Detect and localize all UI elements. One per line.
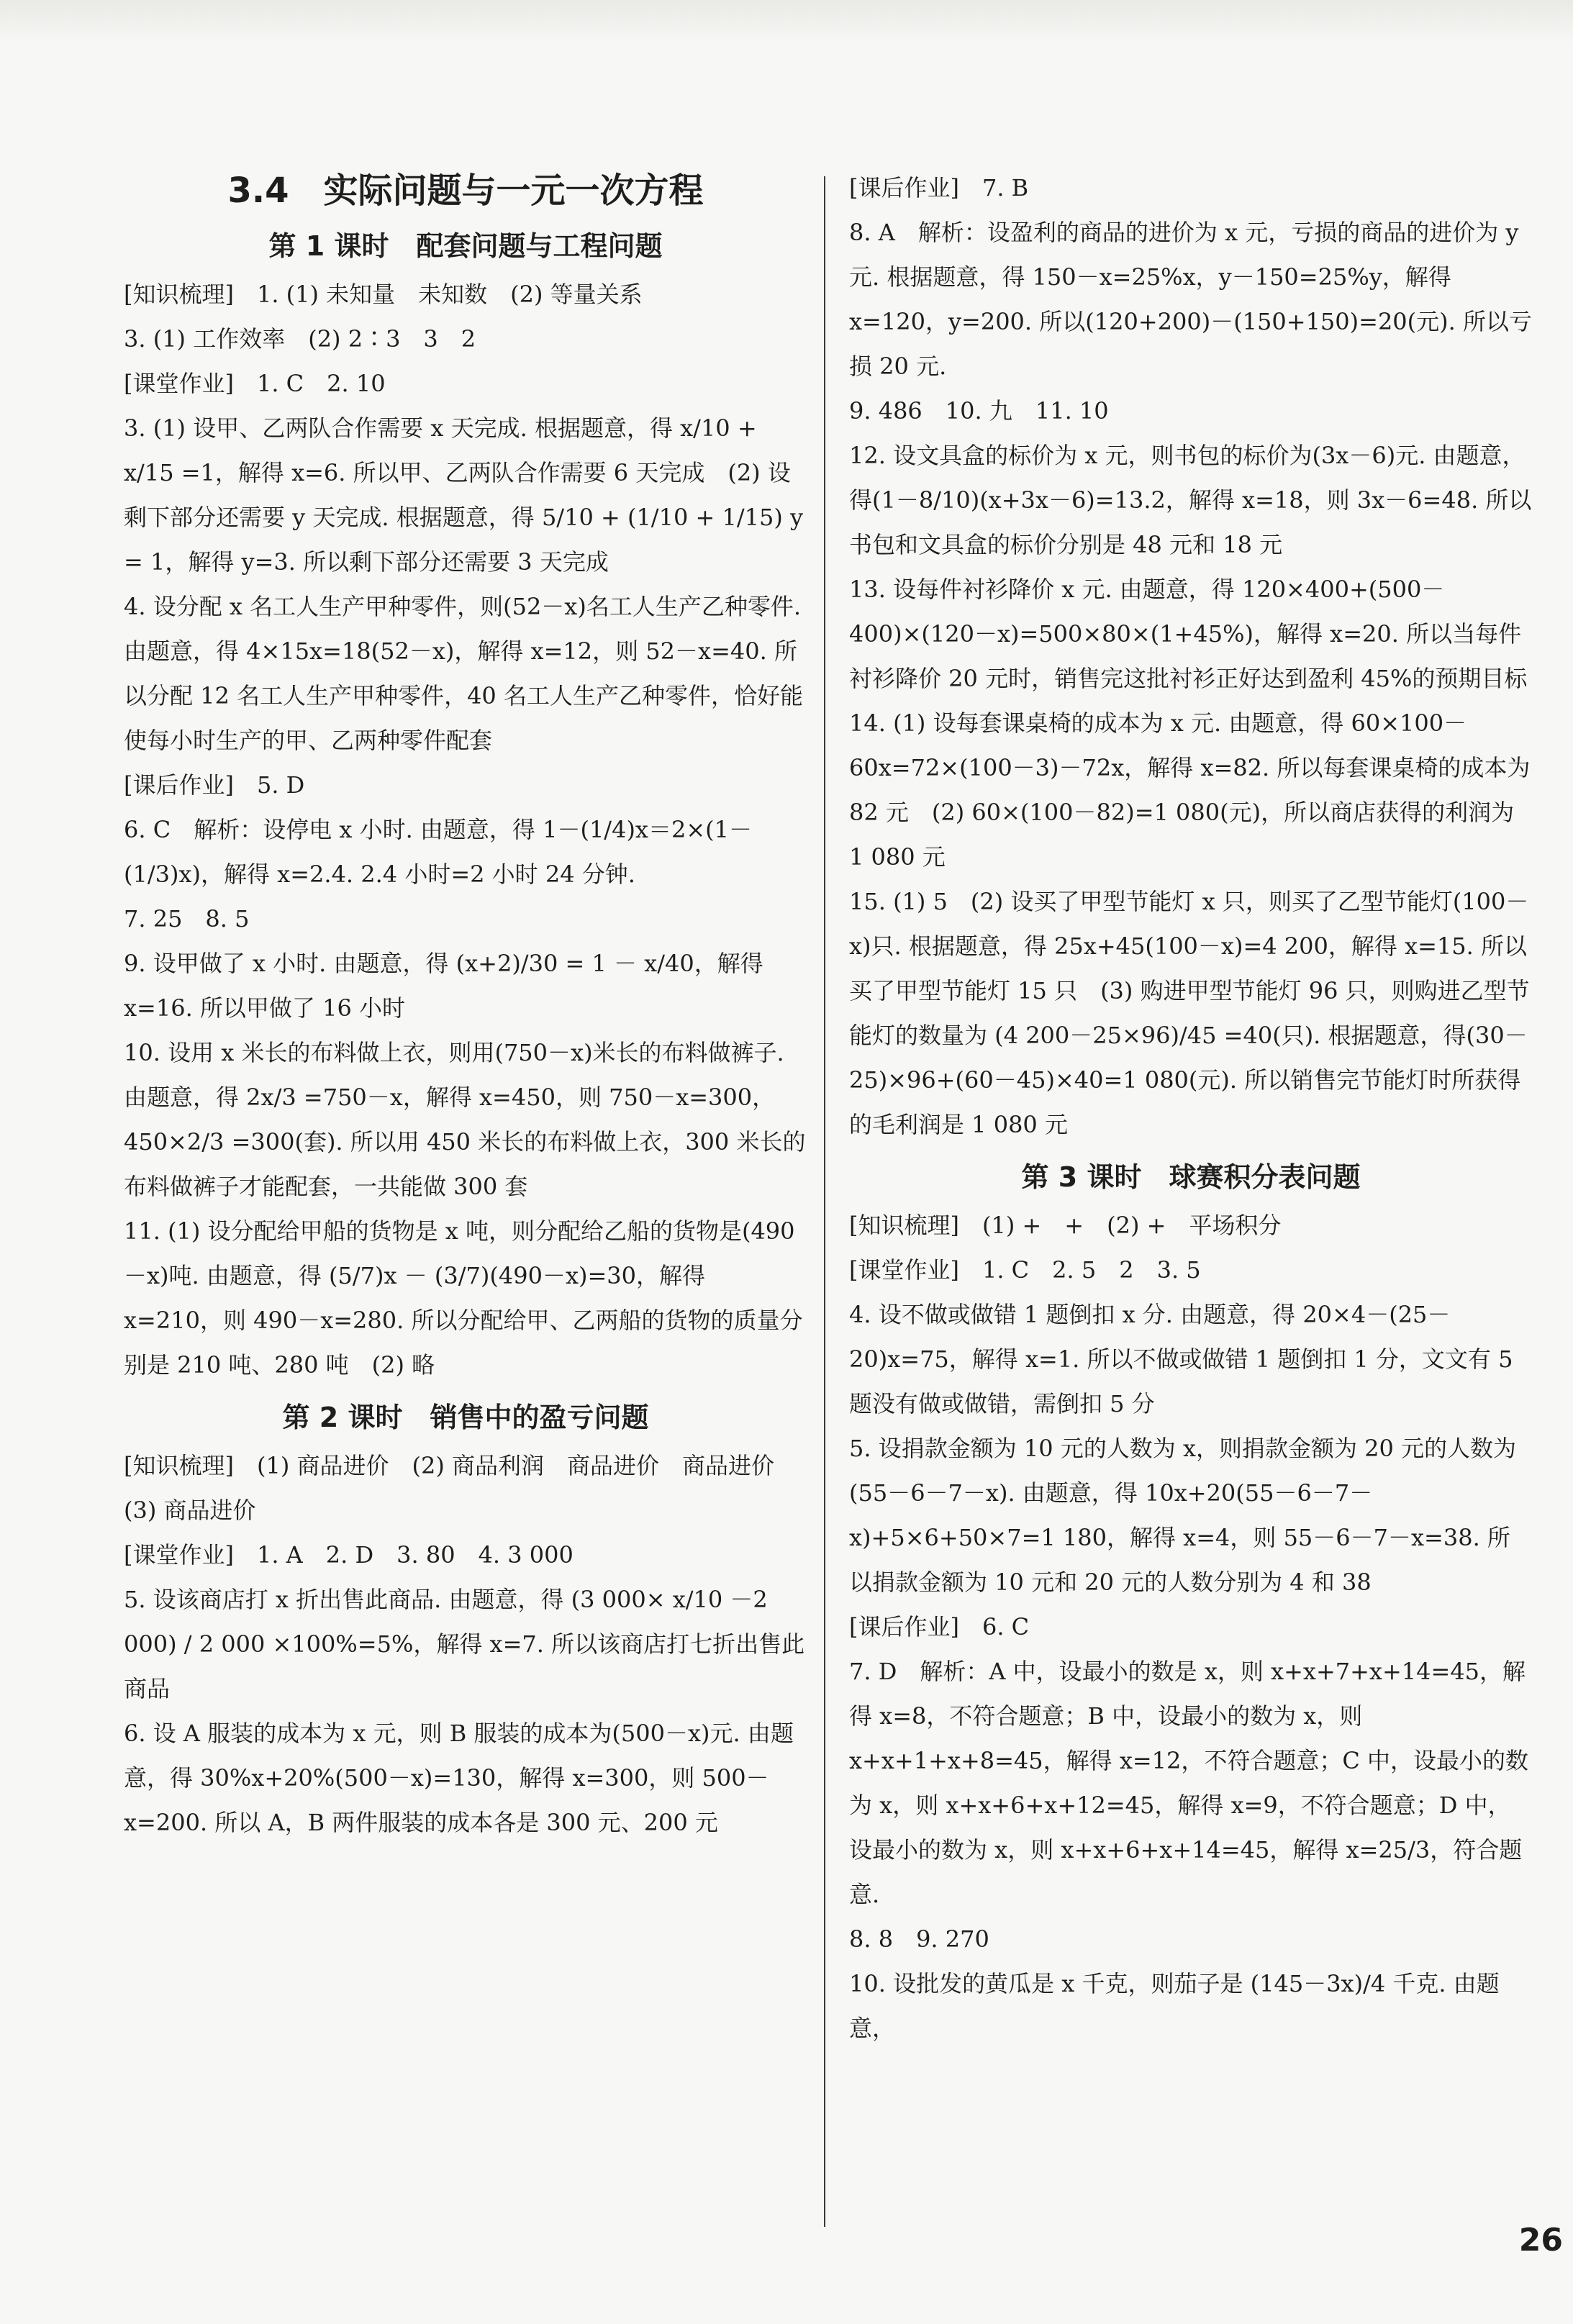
answer-paragraph: 6. 设 A 服装的成本为 x 元，则 B 服装的成本为(500－x)元. 由题意，得 30%x+20%(500－x)=130，解得 x=300，则 500－x=200. 所以 A，B 两件服装的成本各是 300 元、200 元 — [124, 1720, 794, 1836]
column-divider — [824, 176, 825, 2227]
answer-paragraph: [知识梳理] (1) + + (2) + 平场积分 — [849, 1212, 1282, 1239]
answer-paragraph: 10. 设批发的黄瓜是 x 千克，则茄子是 (145－3x)/4 千克. 由题意， — [849, 1970, 1500, 2042]
answer-paragraph: [课后作业] 7. B — [849, 174, 1029, 201]
answer-paragraph: [课堂作业] 1. A 2. D 3. 80 4. 3 000 — [124, 1541, 574, 1569]
answer-paragraph: 13. 设每件衬衫降价 x 元. 由题意，得 120×400+(500－400)×(120－x)=500×80×(1+45%)，解得 x=20. 所以当每件衬衫降价 20 元时，销售完这批衬衫正好达到盈利 45%的预期目标 — [849, 576, 1528, 692]
left-column — [124, 165, 807, 1845]
answer-paragraph: 14. (1) 设每套课桌椅的成本为 x 元. 由题意，得 60×100－60x=72×(100－3)－72x，解得 x=82. 所以每套课桌椅的成本为 82 元 (2) 60×(100－82)=1 080(元)，所以商店获得的利润为 1 080 元 — [849, 709, 1531, 871]
answer-paragraph: [知识梳理] 1. (1) 未知量 未知数 (2) 等量关系 — [124, 281, 643, 308]
answer-paragraph: [课堂作业] 1. C 2. 5 2 3. 5 — [849, 1256, 1201, 1284]
answer-paragraph: 4. 设不做或做错 1 题倒扣 x 分. 由题意，得 20×4－(25－20)x=75，解得 x=1. 所以不做或做错 1 题倒扣 1 分，文文有 5 题没有做或做错，需倒扣 5 分 — [849, 1301, 1513, 1417]
answer-paragraph: 15. (1) 5 (2) 设买了甲型节能灯 x 只，则买了乙型节能灯(100－x)只. 根据题意，得 25x+45(100－x)=4 200，解得 x=15. 所以买了甲型节能灯 15 只 (3) 购进甲型节能灯 96 只，则购进乙型节能灯的数量为 (4 200－25×96)/45 =40(只). 根据题意，得(30－25)×96+(60－45)×40=1 080(元). 所以销售完节能灯时所获得的毛利润是 1 080 元 — [849, 888, 1530, 1138]
answer-paragraph: [课后作业] 6. C — [849, 1613, 1030, 1640]
answer-paragraph: 8. 8 9. 270 — [849, 1925, 989, 1953]
answer-paragraph: 7. 25 8. 5 — [124, 905, 250, 932]
answer-paragraph: 7. D 解析：A 中，设最小的数是 x，则 x+x+7+x+14=45，解得 x=8，不符合题意；B 中，设最小的数为 x，则 x+x+1+x+8=45，解得 x=12，不符合题意；C 中，设最小的数为 x，则 x+x+6+x+12=45，解得 x=9，不符合题意；D 中，设最小的数为 x，则 x+x+6+x+14=45，解得 x=25/3，符合题意. — [849, 1658, 1529, 1908]
page-header-strip — [0, 0, 1573, 43]
lesson-heading: 第 2 课时 销售中的盈亏问题 — [282, 1402, 649, 1433]
section-title: 3.4 实际问题与一元一次方程 — [227, 171, 704, 211]
page-number: 26 — [1518, 2222, 1563, 2259]
answer-paragraph: 6. C 解析：设停电 x 小时. 由题意，得 1－(1/4)x＝2×(1－(1/3)x)，解得 x=2.4. 2.4 小时=2 小时 24 分钟. — [124, 816, 752, 888]
left-column-body — [124, 223, 807, 1845]
answer-paragraph: 5. 设该商店打 x 折出售此商品. 由题意，得 (3 000× x/10 －2 000) / 2 000 ×100%=5%，解得 x=7. 所以该商店打七折出售此商品 — [124, 1586, 805, 1702]
answer-paragraph: 9. 486 10. 九 11. 10 — [849, 397, 1109, 425]
answer-paragraph: [课堂作业] 1. C 2. 10 — [124, 370, 386, 397]
answer-paragraph: [课后作业] 5. D — [124, 771, 305, 799]
lesson-heading: 第 1 课时 配套问题与工程问题 — [268, 230, 663, 262]
lesson-heading: 第 3 课时 球赛积分表问题 — [1021, 1161, 1361, 1193]
answer-paragraph: [知识梳理] (1) 商品进价 (2) 商品利润 商品进价 商品进价 (3) 商品进价 — [124, 1452, 797, 1524]
right-column-body — [849, 165, 1533, 2051]
answer-paragraph: 12. 设文具盒的标价为 x 元，则书包的标价为(3x－6)元. 由题意，得(1－8/10)(x+3x－6)=13.2，解得 x=18，则 3x－6=48. 所以书包和文具盒的标价分别是 48 元和 18 元 — [849, 442, 1532, 558]
answer-paragraph: 3. (1) 工作效率 (2) 2∶3 3 2 — [124, 325, 476, 353]
right-column — [849, 165, 1533, 2051]
answer-paragraph: 8. A 解析：设盈利的商品的进价为 x 元，亏损的商品的进价为 y 元. 根据题意，得 150－x=25%x，y－150=25%y，解得 x=120，y=200. 所以(120+200)－(150+150)=20(元). 所以亏损 20 元. — [849, 219, 1532, 380]
answer-paragraph: 5. 设捐款金额为 10 元的人数为 x，则捐款金额为 20 元的人数为(55－6－7－x). 由题意，得 10x+20(55－6－7－x)+5×6+50×7=1 180，解得 x=4，则 55－6－7－x=38. 所以捐款金额为 10 元和 20 元的人数分别为 4 和 38 — [849, 1435, 1517, 1596]
answer-paragraph: 10. 设用 x 米长的布料做上衣，则用(750－x)米长的布料做裤子. 由题意，得 2x/3 =750－x，解得 x=450，则 750－x=300，450×2/3 =300(套). 所以用 450 米长的布料做上衣，300 米长的布料做裤子才能配套，一共能做 300 套 — [124, 1039, 806, 1200]
answer-paragraph: 11. (1) 设分配给甲船的货物是 x 吨，则分配给乙船的货物是(490－x)吨. 由题意，得 (5/7)x － (3/7)(490－x)=30，解得 x=210，则 490－x=280. 所以分配给甲、乙两船的货物的质量分别是 210 吨、280 吨 (2) 略 — [124, 1217, 803, 1379]
answer-paragraph: 9. 设甲做了 x 小时. 由题意，得 (x+2)/30 = 1 － x/40，解得 x=16. 所以甲做了 16 小时 — [124, 950, 763, 1022]
answer-paragraph: 3. (1) 设甲、乙两队合作需要 x 天完成. 根据题意，得 x/10 + x/15 =1，解得 x=6. 所以甲、乙两队合作需要 6 天完成 (2) 设剩下部分还需要 y 天完成. 根据题意，得 5/10 + (1/10 + 1/15) y = 1，解得 y=3. 所以剩下部分还需要 3 天完成 — [124, 414, 804, 576]
answer-paragraph: 4. 设分配 x 名工人生产甲种零件，则(52－x)名工人生产乙种零件. 由题意，得 4×15x=18(52－x)，解得 x=12，则 52－x=40. 所以分配 12 名工人生产甲种零件，40 名工人生产乙种零件，恰好能使每小时生产的甲、乙两种零件配套 — [124, 593, 803, 754]
